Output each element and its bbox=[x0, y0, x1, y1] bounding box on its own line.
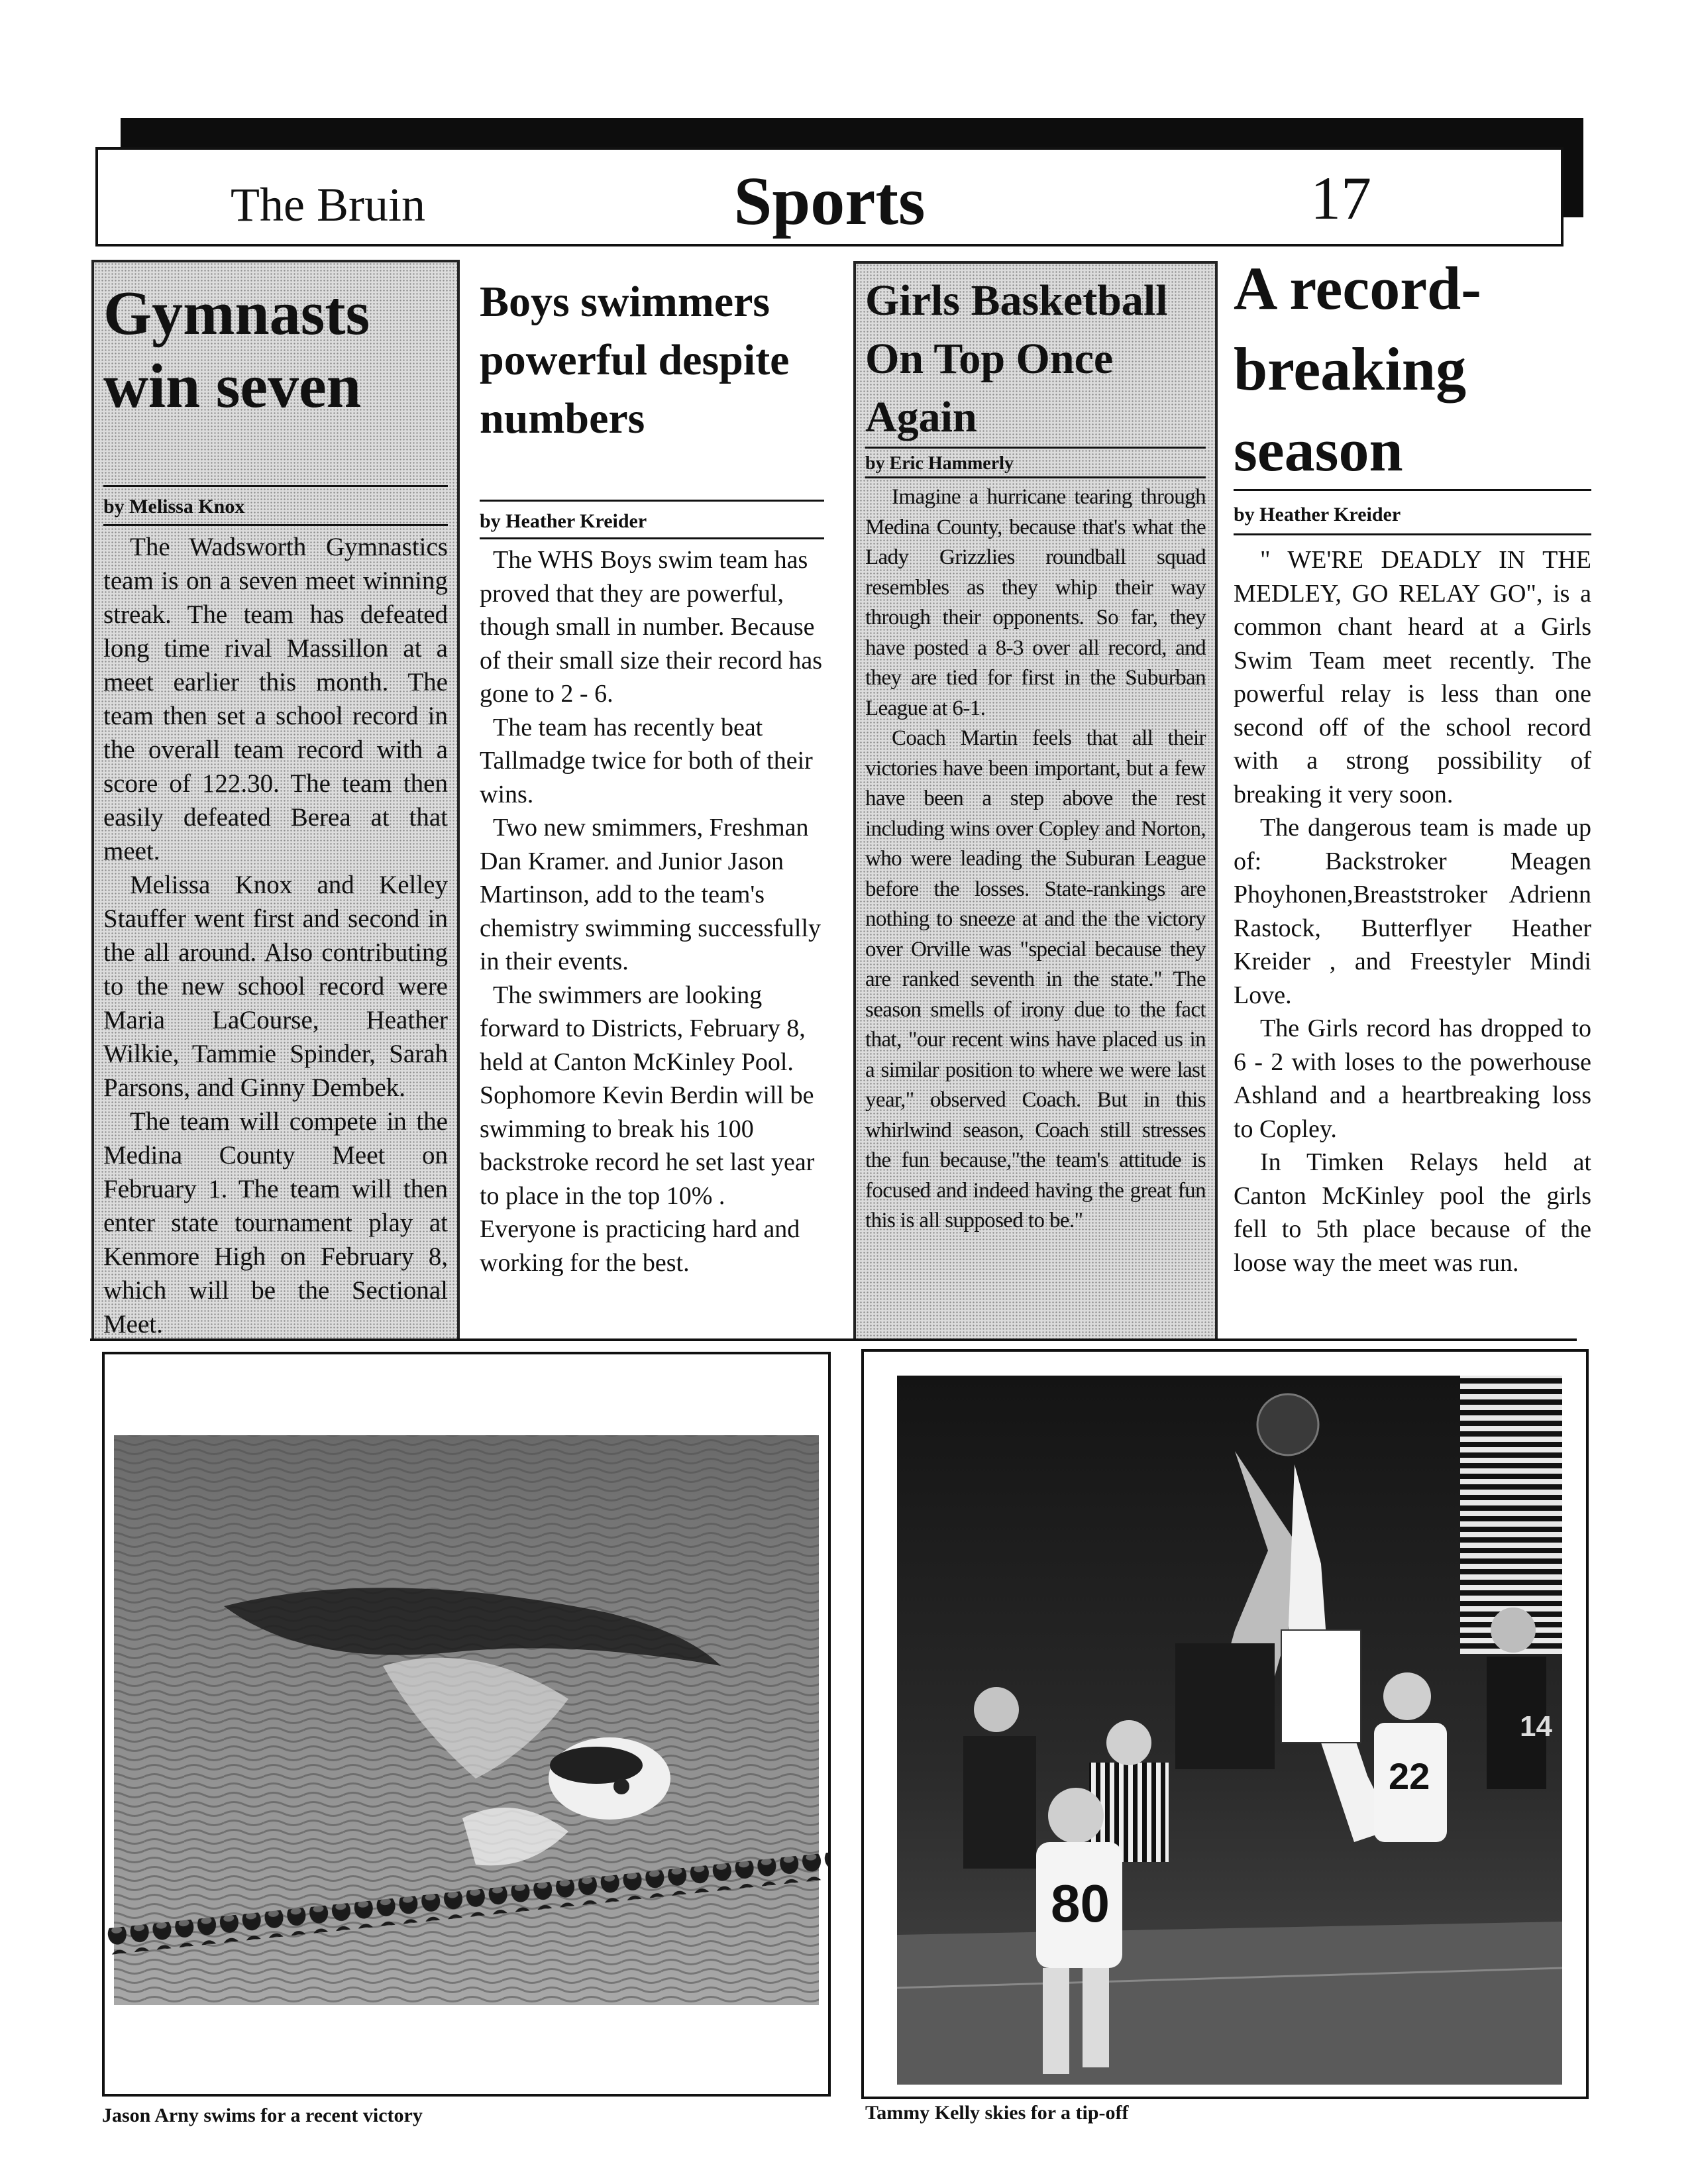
section-title: Sports bbox=[733, 163, 926, 239]
page-number: 17 bbox=[1310, 164, 1371, 232]
paragraph: The dangerous team is made up of: Backstroker Meagen Phoyhonen,Breaststroker Adrienn Rastock, Butterflyer Heather Kreider , and Freestyler Mindi Love. bbox=[1234, 814, 1591, 1009]
headline-rule bbox=[103, 485, 448, 487]
byline-rule bbox=[865, 476, 1206, 478]
byline: by Heather Kreider bbox=[1234, 504, 1401, 525]
byline-rule bbox=[103, 524, 448, 526]
basketball-photo-caption: Tammy Kelly skies for a tip-off bbox=[865, 2102, 1129, 2124]
paper-name: The Bruin bbox=[231, 178, 425, 231]
byline-rule bbox=[480, 537, 824, 539]
paragraph: The swimmers are looking forward to Districts, February 8, held at Canton McKinley Pool. Sophomore Kevin Berdin will be swimming to break his 100 backstroke record he set last year to place in the top 10% . Everyone is practicing hard and working for the best. bbox=[480, 981, 815, 1277]
headline-rule bbox=[865, 447, 1206, 449]
basketball-photo bbox=[864, 1352, 1586, 2097]
article-gymnasts bbox=[91, 260, 460, 1341]
headline: Girls Basketball On Top Once Again bbox=[865, 276, 1168, 441]
paragraph: Two new smimmers, Freshman Dan Kramer. and Junior Jason Martinson, add to the team's chemistry swimming successfully in their events. bbox=[480, 814, 822, 975]
paragraph: The team has recently beat Tallmadge twice for both of their wins. bbox=[480, 713, 813, 808]
paragraph: Imagine a hurricane tearing through Medina County, because that's what the Lady Grizzlies roundball squad resembles as they whip their way through their opponents. So far, they have posted a 8-3 over all record, and they are tied for first in the Suburban League at 6-1. bbox=[865, 485, 1206, 720]
article-body bbox=[865, 482, 1206, 1236]
jersey-number: 14 bbox=[1520, 1710, 1552, 1743]
byline: by Melissa Knox bbox=[103, 496, 245, 518]
paragraph: " WE'RE DEADLY IN THE MEDLEY, GO RELAY GO", is a common chant heard at a Girls Swim Team meet recently. The powerful relay is less than one second off of the school record with a strong possibility of breaking it very soon. bbox=[1234, 546, 1591, 808]
headline: Boys swimmers powerful despite numbers bbox=[480, 278, 790, 443]
article-record-season bbox=[1234, 248, 1591, 1308]
basketball-photo-frame bbox=[861, 1349, 1589, 2099]
byline-rule bbox=[1234, 533, 1591, 535]
byline: by Heather Kreider bbox=[480, 510, 647, 532]
paragraph: The WHS Boys swim team has proved that they are powerful, though small in number. Because of their small size their record has gone to 2 - 6. bbox=[480, 546, 823, 708]
paragraph: The team will compete in the Medina County Meet on February 1. The team will then enter state tournament play at Kenmore High on February 8, which will be the Sectional Meet. bbox=[103, 1107, 448, 1338]
swim-photo-frame bbox=[102, 1352, 831, 2097]
article-girls-basketball bbox=[853, 261, 1218, 1341]
article-body bbox=[1234, 543, 1591, 1280]
byline: by Eric Hammerly bbox=[865, 453, 1014, 474]
headline: A record-breaking season bbox=[1234, 254, 1481, 484]
article-body bbox=[480, 543, 824, 1280]
masthead bbox=[95, 147, 1564, 246]
masthead-right-bar bbox=[1562, 118, 1583, 217]
swim-photo-caption: Jason Arny swims for a recent victory bbox=[102, 2104, 423, 2126]
article-boys-swimmers bbox=[480, 273, 824, 1338]
jersey-number: 22 bbox=[1389, 1755, 1430, 1797]
paragraph: In Timken Relays held at Canton McKinley pool the girls fell to 5th place because of the loose way the meet was run. bbox=[1234, 1148, 1591, 1277]
swim-photo bbox=[105, 1354, 828, 2094]
headline-rule bbox=[480, 500, 824, 502]
section-divider bbox=[90, 1338, 1577, 1341]
headline: Gymnasts win seven bbox=[103, 279, 370, 421]
paragraph: Melissa Knox and Kelley Stauffer went first and second in the all around. Also contributing to the new school record were Maria LaCourse, Heather Wilkie, Tammie Spinder, Sarah Parsons, and Ginny Dembek. bbox=[103, 871, 448, 1102]
paragraph: The Girls record has dropped to 6 - 2 with loses to the powerhouse Ashland and a heartbreaking loss to Copley. bbox=[1234, 1014, 1591, 1143]
jersey-number: 80 bbox=[1051, 1874, 1110, 1933]
article-body bbox=[103, 530, 448, 1341]
paragraph: Coach Martin feels that all their victories have been important, but a few have been a step above the rest including wins over Copley and Norton, who were leading the Suburan League before the losses. State-rankings are nothing to sneeze at and the the victory over Orville was "special because they are ranked seventh in the state." The season smells of irony due to the fact that, "our recent wins have placed us in a similar position to where we were last year," observed Coach. But in this whirlwind season, Coach still stresses the fun because,"the team's attitude is focused and indeed having the great fun this is all supposed to be." bbox=[865, 726, 1206, 1232]
paragraph: The Wadsworth Gymnastics team is on a seven meet winning streak. The team has defeated long time rival Massillon at a meet earlier this month. The team then set a school record in the overall team record with a score of 122.30. The team then easily defeated Berea at that meet. bbox=[103, 533, 448, 865]
